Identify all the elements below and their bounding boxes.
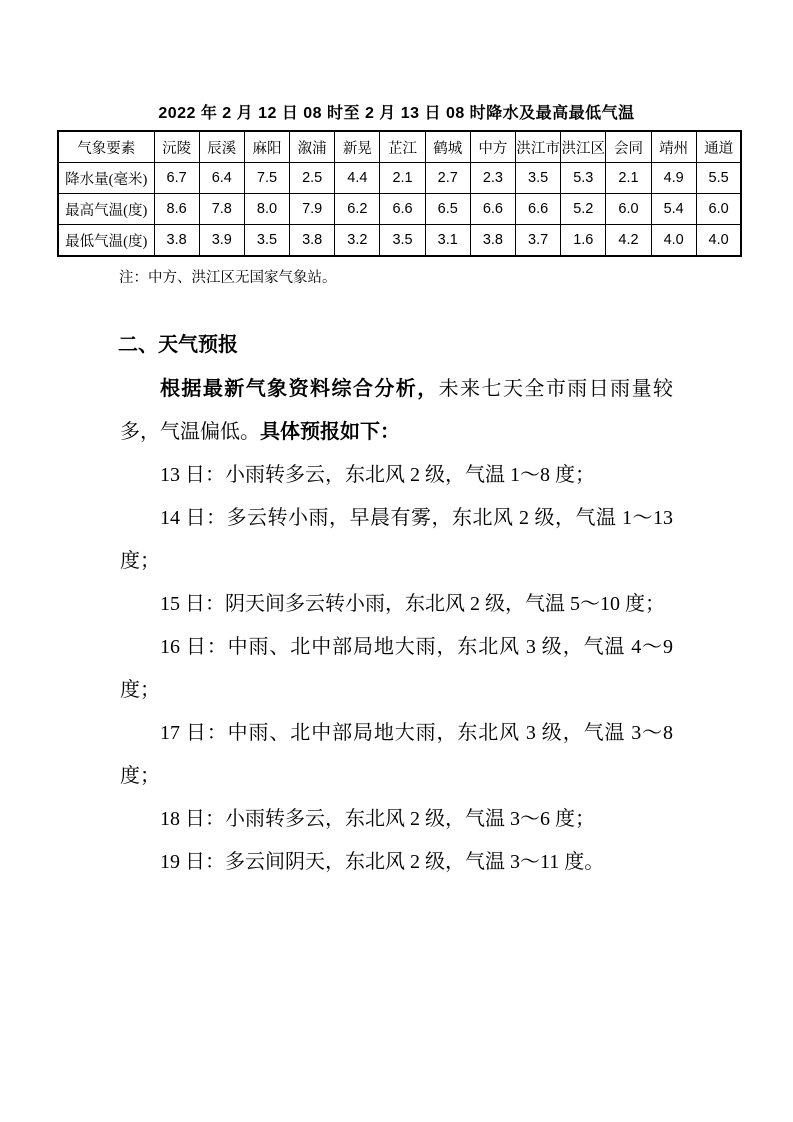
forecast-item: 14 日：多云转小雨，早晨有雾，东北风 2 级，气温 1～13 度； <box>120 507 673 572</box>
data-cell: 4.9 <box>651 163 696 194</box>
data-cell: 7.8 <box>199 194 244 225</box>
data-cell: 6.6 <box>380 194 425 225</box>
data-cell: 4.4 <box>335 163 380 194</box>
data-cell: 6.6 <box>516 194 561 225</box>
intro-lead-bold: 根据最新气象资料综合分析， <box>160 378 439 400</box>
data-cell: 5.5 <box>696 163 741 194</box>
data-cell: 6.5 <box>425 194 470 225</box>
column-header-station: 麻阳 <box>244 131 289 163</box>
data-cell: 6.0 <box>606 194 651 225</box>
column-header-station: 会同 <box>606 131 651 163</box>
table-row <box>58 194 741 225</box>
data-cell: 6.7 <box>154 163 199 194</box>
data-cell: 5.4 <box>651 194 696 225</box>
forecast-item: 19 日：多云间阴天，东北风 2 级，气温 3～11 度。 <box>160 851 605 873</box>
column-header-station: 新晃 <box>335 131 380 163</box>
data-cell: 3.2 <box>335 225 380 257</box>
data-cell: 7.5 <box>244 163 289 194</box>
data-cell: 4.2 <box>606 225 651 257</box>
data-cell: 2.1 <box>606 163 651 194</box>
table-header-row <box>58 131 741 163</box>
data-cell: 2.5 <box>290 163 335 194</box>
data-cell: 6.6 <box>470 194 515 225</box>
forecast-item: 15 日：阴天间多云转小雨，东北风 2 级，气温 5～10 度； <box>160 593 665 615</box>
row-label: 降水量(毫米) <box>58 163 154 194</box>
column-header-element: 气象要素 <box>58 131 154 163</box>
data-cell: 5.2 <box>561 194 606 225</box>
column-header-station: 芷江 <box>380 131 425 163</box>
column-header-station: 通道 <box>696 131 741 163</box>
data-cell: 5.3 <box>561 163 606 194</box>
data-cell: 3.1 <box>425 225 470 257</box>
row-label: 最低气温(度) <box>58 225 154 257</box>
column-header-station: 洪江区 <box>561 131 606 163</box>
data-cell: 3.8 <box>290 225 335 257</box>
row-label: 最高气温(度) <box>58 194 154 225</box>
data-cell: 8.6 <box>154 194 199 225</box>
data-cell: 7.9 <box>290 194 335 225</box>
data-cell: 2.3 <box>470 163 515 194</box>
forecast-item: 16 日：中雨、北中部局地大雨，东北风 3 级，气温 4～9 度； <box>120 636 673 701</box>
data-cell: 6.0 <box>696 194 741 225</box>
column-header-station: 鹤城 <box>425 131 470 163</box>
table-row <box>58 163 741 194</box>
table-note: 注：中方、洪江区无国家气象站。 <box>119 270 337 286</box>
data-cell: 3.8 <box>470 225 515 257</box>
table-title: 2022 年 2 月 12 日 08 时至 2 月 13 日 08 时降水及最高最低气温 <box>158 105 635 122</box>
data-cell: 2.7 <box>425 163 470 194</box>
intro-tail-bold: 具体预报如下： <box>260 421 400 443</box>
data-cell: 3.8 <box>154 225 199 257</box>
data-cell: 1.6 <box>561 225 606 257</box>
forecast-item: 18 日：小雨转多云，东北风 2 级，气温 3～6 度； <box>160 808 595 830</box>
column-header-station: 溆浦 <box>290 131 335 163</box>
data-cell: 8.0 <box>244 194 289 225</box>
column-header-station: 中方 <box>470 131 515 163</box>
column-header-station: 洪江市 <box>516 131 561 163</box>
weather-observation-table <box>57 130 742 257</box>
data-cell: 3.9 <box>199 225 244 257</box>
forecast-list <box>0 454 793 884</box>
data-cell: 6.2 <box>335 194 380 225</box>
data-cell: 3.7 <box>516 225 561 257</box>
forecast-intro <box>120 368 673 454</box>
intro-normal-text: 未来七天全市雨日雨量较多，气温偏低。 <box>120 378 674 443</box>
data-cell: 3.5 <box>380 225 425 257</box>
column-header-station: 沅陵 <box>154 131 199 163</box>
column-header-station: 辰溪 <box>199 131 244 163</box>
data-cell: 4.0 <box>696 225 741 257</box>
forecast-item: 17 日：中雨、北中部局地大雨，东北风 3 级，气温 3～8 度； <box>120 722 673 787</box>
column-header-station: 靖州 <box>651 131 696 163</box>
data-cell: 4.0 <box>651 225 696 257</box>
table-row <box>58 225 741 257</box>
data-cell: 2.1 <box>380 163 425 194</box>
data-cell: 3.5 <box>244 225 289 257</box>
data-cell: 6.4 <box>199 163 244 194</box>
section-heading: 二、天气预报 <box>118 334 238 356</box>
data-cell: 3.5 <box>516 163 561 194</box>
forecast-item: 13 日：小雨转多云，东北风 2 级，气温 1～8 度； <box>160 464 595 486</box>
